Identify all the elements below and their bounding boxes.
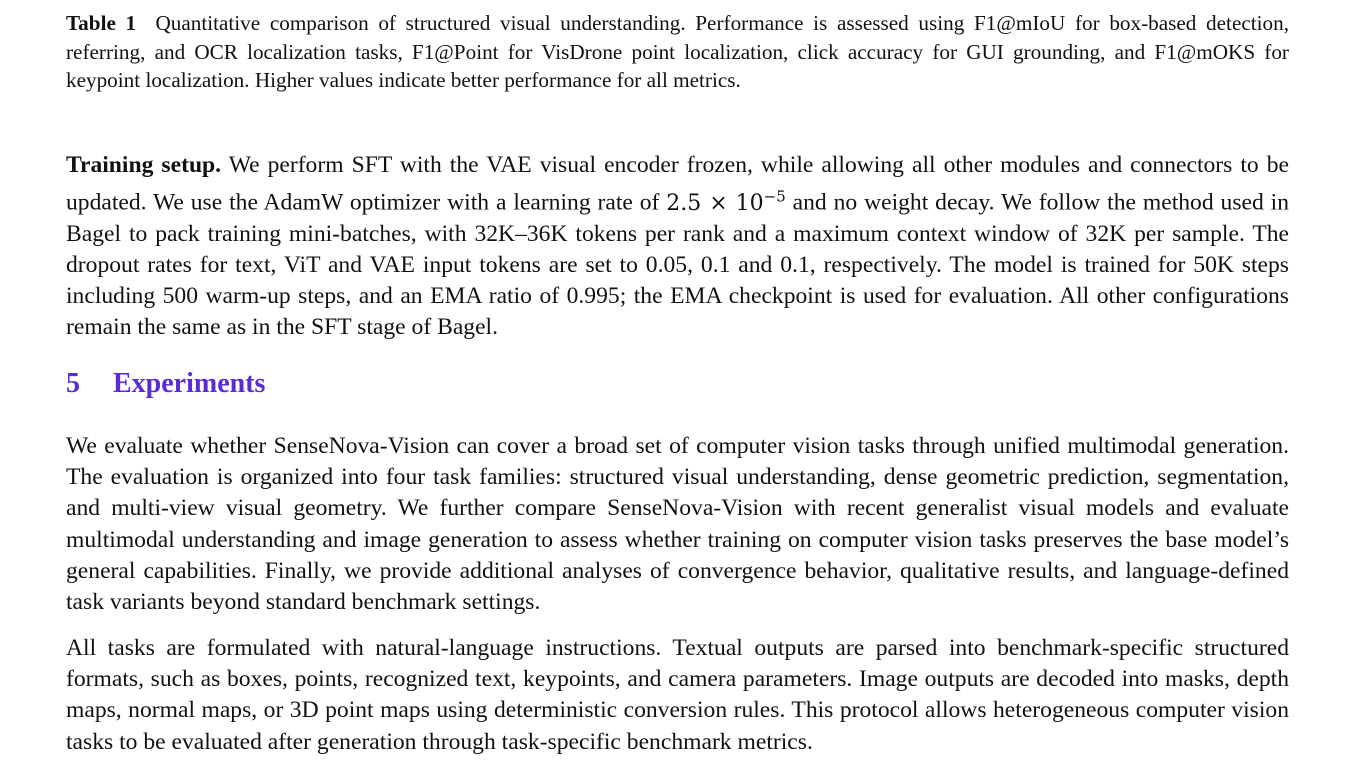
learning-rate-value xyxy=(666,187,786,216)
experiments-paragraph-1: We evaluate whether SenseNova-Vision can cover a broad set of computer vision tasks through unified multimodal generation. The evaluation is organized into four task families: structured visual understanding, dense geometric prediction, segmentation, and multi-view visual geometry. We further compare SenseNova-Vision with recent generalist visual models and evaluate multimodal understanding and image generation to assess whether training on computer vision tasks preserves the base model’s general capabilities. Finally, we provide additional analyses of convergence behavior, qualitative results, and language-defined task variants beyond standard benchmark settings. xyxy=(66,433,1289,616)
training-setup-text-a: We perform SFT with the VAE visual encoder frozen, while allowing all other modules and connectors to be updated. We use the AdamW optimizer with a learning rate of xyxy=(66,152,1289,216)
training-setup-paragraph xyxy=(66,150,1289,344)
training-setup-heading: Training setup. xyxy=(66,152,222,178)
training-setup-text-b: and no weight decay. We follow the method used in Bagel to pack training mini-batches, with 32K–36K tokens per rank and a maximum context window of 32K per sample. The dropout rates for text, ViT and VAE input tokens are set to 0.05, 0.1 and 0.1, respectively. The model is trained for 50K steps including 500 warm-up steps, and an EMA ratio of 0.995; the EMA checkpoint is used for evaluation. All other configurations remain the same as in the SFT stage of Bagel. xyxy=(66,189,1290,341)
section-heading xyxy=(66,368,265,400)
learning-rate-base: 2.5 × 10 xyxy=(666,190,764,216)
table-caption xyxy=(66,9,1289,95)
experiments-paragraph-2: All tasks are formulated with natural-language instructions. Textual outputs are parsed into benchmark-specific structured formats, such as boxes, points, recognized text, keypoints, and camera parameters. Image outputs are decoded into masks, depth maps, normal maps, or 3D point maps using deterministic conversion rules. This protocol allows heterogeneous computer vision tasks to be evaluated after generation through task-specific benchmark metrics. xyxy=(66,635,1289,755)
table-caption-text: Quantitative comparison of structured visual understanding. Performance is assessed using F1@mIoU for box-based detection, referring, and OCR localization tasks, F1@Point for VisDrone point localization, click accuracy for GUI grounding, and F1@mOKS for keypoint localization. Higher values indicate better performance for all metrics. xyxy=(66,11,1290,92)
section-title: Experiments xyxy=(113,368,266,399)
section-number: 5 xyxy=(66,368,80,399)
learning-rate-exponent: −5 xyxy=(763,187,786,206)
table-caption-label: Table 1 xyxy=(66,11,137,35)
